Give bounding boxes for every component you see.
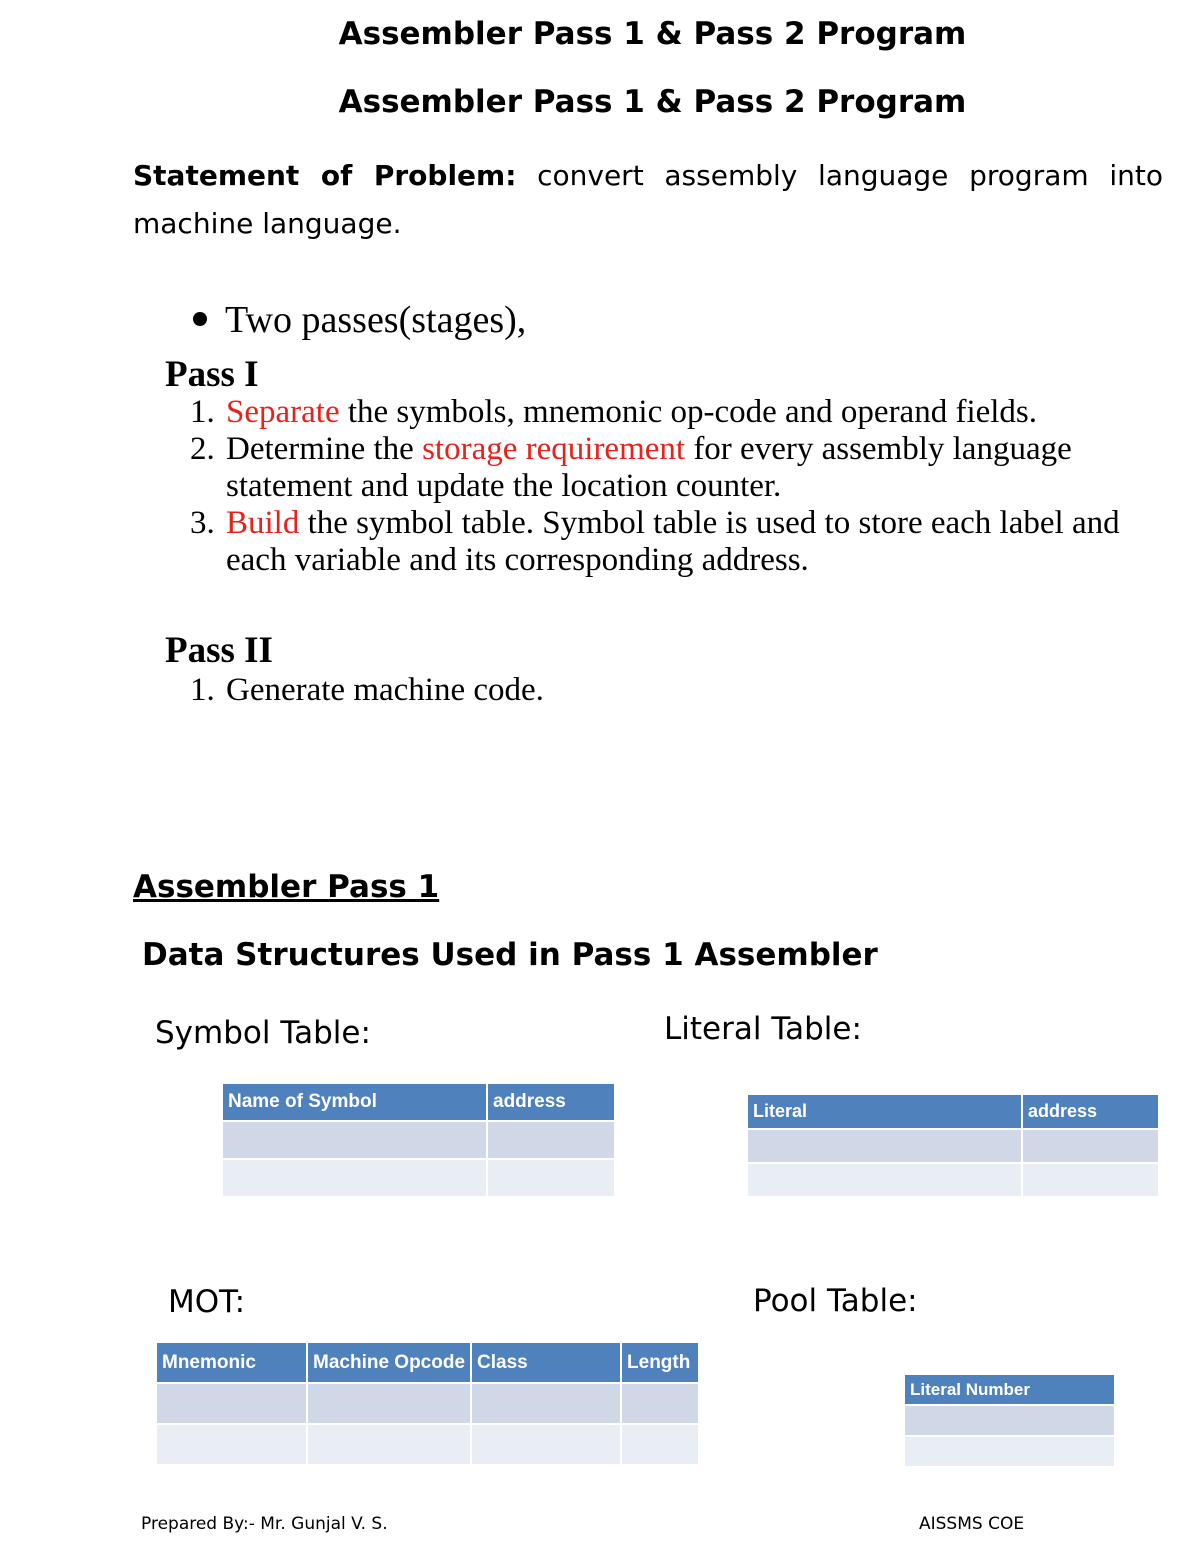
table-header: address xyxy=(487,1084,614,1121)
problem-label: Statement of Problem: xyxy=(133,159,517,192)
mot-table xyxy=(157,1343,698,1464)
footer-institution: AISSMS COE xyxy=(919,1514,1025,1534)
pass-1-step xyxy=(190,505,1146,579)
table-header: Class xyxy=(471,1343,621,1383)
symbol-table-caption: Symbol Table: xyxy=(155,1015,371,1051)
document-title-repeat: Assembler Pass 1 & Pass 2 Program xyxy=(338,84,967,120)
table-header: Name of Symbol xyxy=(223,1084,487,1121)
symbol-table xyxy=(223,1084,614,1196)
pass-2-steps xyxy=(190,672,1146,709)
pass-1-step xyxy=(190,431,1146,505)
pool-table xyxy=(905,1375,1114,1466)
table-row xyxy=(223,1121,614,1159)
table-header: Literal xyxy=(748,1095,1022,1129)
table-row xyxy=(748,1129,1158,1163)
table-row xyxy=(157,1383,698,1424)
passes-bullet xyxy=(193,298,526,342)
problem-statement xyxy=(133,152,1163,248)
mot-caption: MOT: xyxy=(168,1284,246,1320)
table-row xyxy=(157,1424,698,1464)
bullet-dot-icon xyxy=(193,312,207,326)
step-text: Generate machine code. xyxy=(226,672,544,708)
step-number: 3. xyxy=(190,505,215,541)
step-highlight: storage requirement xyxy=(422,431,686,467)
step-highlight: Separate xyxy=(226,394,340,430)
section-subheading: Data Structures Used in Pass 1 Assembler xyxy=(142,937,878,973)
passes-bullet-text: Two passes(stages), xyxy=(225,299,527,341)
pass-2-step xyxy=(190,672,1146,709)
pass-2-heading: Pass II xyxy=(165,630,273,671)
problem-text: convert assembly language program into machine language. xyxy=(133,159,1163,240)
table-header: Machine Opcode xyxy=(307,1343,471,1383)
table-header: Length xyxy=(621,1343,698,1383)
pass-1-step xyxy=(190,394,1146,431)
footer-author: Prepared By:- Mr. Gunjal V. S. xyxy=(141,1514,388,1534)
literal-table-caption: Literal Table: xyxy=(664,1011,862,1047)
step-number: 1. xyxy=(190,672,215,708)
table-header: Literal Number xyxy=(905,1375,1114,1405)
table-header: address xyxy=(1022,1095,1158,1129)
section-heading: Assembler Pass 1 xyxy=(133,869,440,905)
table-row xyxy=(748,1163,1158,1196)
step-highlight: Build xyxy=(226,505,300,541)
table-row xyxy=(223,1159,614,1196)
step-number: 2. xyxy=(190,431,215,467)
table-row xyxy=(905,1436,1114,1466)
pass-1-heading: Pass I xyxy=(165,354,259,395)
literal-table xyxy=(748,1095,1158,1196)
table-header: Mnemonic xyxy=(157,1343,307,1383)
pool-table-caption: Pool Table: xyxy=(753,1283,918,1319)
step-text: Determine the storage requirement for every assembly language statement and update the location counter. xyxy=(226,431,1072,504)
table-row xyxy=(905,1405,1114,1436)
step-text: Build the symbol table. Symbol table is used to store each label and each variable and its corresponding address. xyxy=(226,505,1120,578)
step-text: Separate the symbols, mnemonic op-code and operand fields. xyxy=(226,394,1038,430)
step-number: 1. xyxy=(190,394,215,430)
document-title: Assembler Pass 1 & Pass 2 Program xyxy=(338,16,967,52)
pass-1-steps xyxy=(190,394,1146,579)
